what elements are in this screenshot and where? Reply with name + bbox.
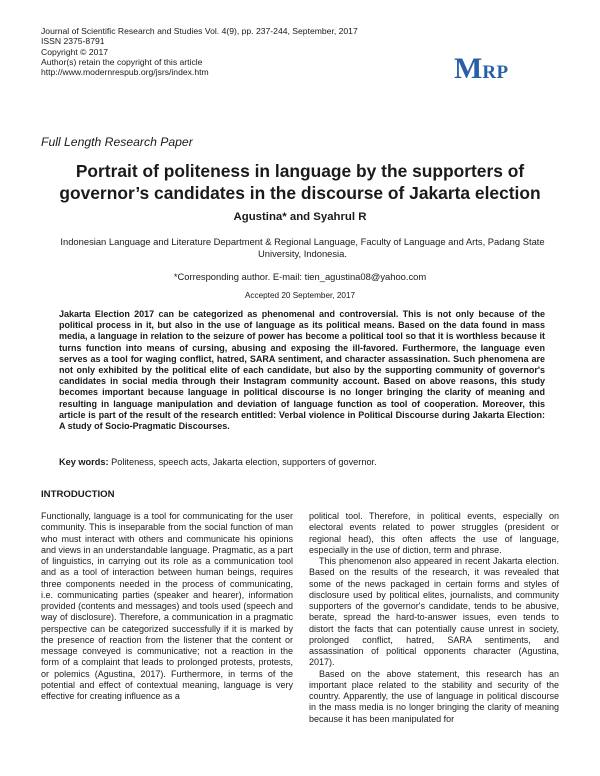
issn: ISSN 2375-8791 xyxy=(41,36,105,47)
accepted-date: Accepted 20 September, 2017 xyxy=(244,291,356,300)
body-column-left xyxy=(41,511,293,702)
publisher-logo xyxy=(454,52,546,84)
journal-citation: Journal of Scientific Research and Studies Vol. 4(9), pp. 237-244, September, 2017 xyxy=(41,26,358,36)
paragraph: Functionally, language is a tool for communicating for the user community. This is inseparable from the social function of man who must interact with others and communicate his opinions and views in an understandable language. Pragmatic, as a part of linguistics, in carrying out its role as a communication tool and as a tool of interaction between human beings, requires three components needed in the process of communicating, i.e. communicating parties (speaker and hearer), information provided (contents and messages) and tools used (speech and way of disclosure). Therefore, a communication in a pragmatic perspective can be categorized successfully if it is marked by the presence of reaction from the listener that the content or message conveyed is communicative; not a reaction in the form of a complaint that leads to prolonged protests, protests, or polemics (Agustina, 2017). Furthermore, in terms of the potential and effect of contextual meaning, language is very effective for creating influence as a xyxy=(41,511,293,701)
authors: Agustina* and Syahrul R xyxy=(233,211,367,223)
paper-title: Portrait of politeness in language by the supporters of governor’s candidates in the discourse of Jakarta election xyxy=(59,161,541,203)
copyright: Copyright © 2017 xyxy=(41,46,109,57)
rights-notice: Author(s) retain the copyright of this article xyxy=(41,56,203,67)
affiliation: Indonesian Language and Literature Department & Regional Language, Faculty of Language and Arts, Padang State University, Indonesia. xyxy=(60,236,545,259)
paragraph: This phenomenon also appeared in recent Jakarta election. Based on the results of the research, it was revealed that some of the news packaged in certain forms and styles of disclosure used by political elites, journalists, and community supporters of the governor's candidate, tends to be abusive, berate, spread the hard-to-answer issues, even tends to distort the facts that can potentially cause unrest in society, prolonged conflict, hatred, SARA sentiments, and assassination of political opponents character (Agustina, 2017). xyxy=(309,556,559,668)
abstract: Jakarta Election 2017 can be categorized as phenomenal and controversial. This is not only because of the political process in it, but also in the use of language as its political means. Based on the data found in mass media, a language in relation to the seizure of power has become a political tool so that it is worthless because it turns function into means of cursing, abusing and exposing the ill-favored. Furthermore, the language even serves as a tool for waging conflict, hatred, SARA sentiment, and character assassination. Such phenomena are not only exhibited by the political elite of each candidate, but also by the supporting community of governor's candidates in social media through their Instagram community account. Based on above reasons, this study becomes important because language in political discourse is no longer bringing the clarity of meaning and resulting in language manipulation and deviation of language function as tool of cooperation. Moreover, this article is part of the result of the research entitled: Verbal violence in Political Discourse during Jakarta Election: A study of Socio-Pragmatic Discourses. xyxy=(59,309,545,432)
logo-letters-rp: RP xyxy=(482,62,509,83)
paper-type: Full Length Research Paper xyxy=(41,135,193,149)
keywords-text: Politeness, speech acts, Jakarta election, supporters of governor. xyxy=(111,457,377,467)
keywords-label: Key words: xyxy=(59,457,109,467)
paragraph: political tool. Therefore, in political events, especially on electoral events related to power struggles (president or regional head), this often affects the use of language, especially in the use of diction, term and phrase. xyxy=(309,511,559,555)
logo-letter-m: M xyxy=(454,52,483,85)
keywords xyxy=(59,457,545,468)
section-heading-introduction: INTRODUCTION xyxy=(41,489,115,500)
body-column-right xyxy=(309,511,559,725)
journal-header xyxy=(41,26,358,77)
journal-url[interactable]: http://www.modernrespub.org/jsrs/index.htm xyxy=(41,67,209,78)
corresponding-author: *Corresponding author. E-mail: tien_agustina08@yahoo.com xyxy=(173,271,427,282)
paragraph: Based on the above statement, this research has an important place related to the stability and security of the country. Apparently, the use of language in political discourse in the mass media is no longer bringing the clarity of meaning because it has been manipulated for xyxy=(309,668,559,724)
